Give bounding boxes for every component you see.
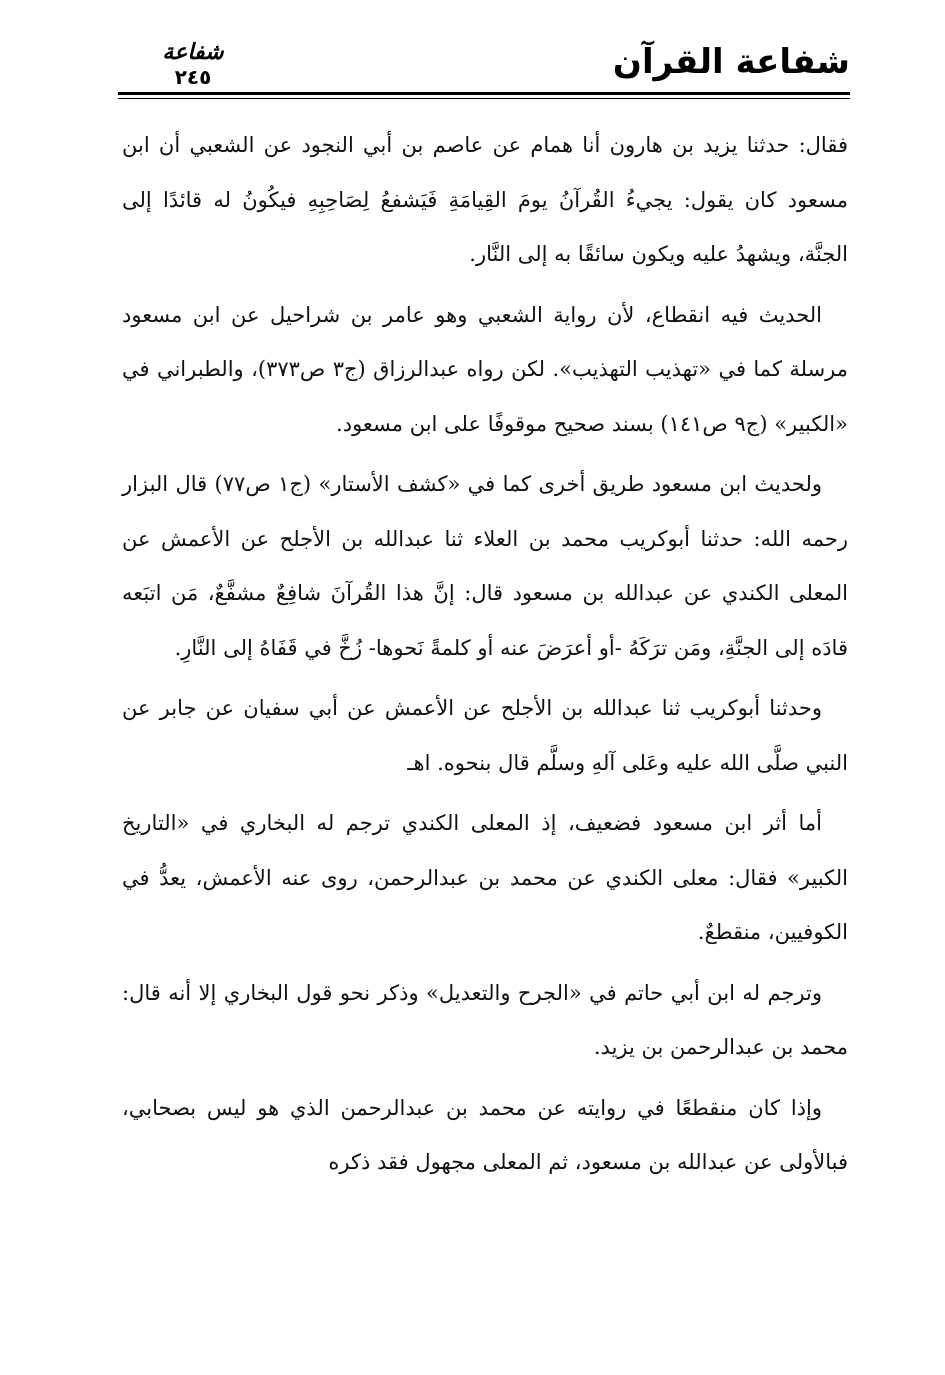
series-logo: شفاعة bbox=[162, 40, 224, 65]
paragraph: وترجم له ابن أبي حاتم في «الجرح والتعديل» وذكر نحو قول البخاري إلا أنه قال: محمد بن عبدالرحمن بن يزيد. bbox=[122, 980, 848, 1059]
page-header bbox=[118, 30, 850, 100]
paragraph: وحدثنا أبوكريب ثنا عبدالله بن الأجلح عن الأعمش عن أبي سفيان عن جابر عن النبي صلَّى الله عليه وعَلى آلهِ وسلَّم قال بنحوه. اهـ bbox=[122, 696, 848, 775]
page-title: شفاعة القرآن bbox=[612, 42, 850, 82]
paragraph: الحديث فيه انقطاع، لأن رواية الشعبي وهو عامر بن شراحيل عن ابن مسعود مرسلة كما في «تهذيب التهذيب». لكن رواه عبدالرزاق (ج٣ ص٣٧٣)، والطبراني في «الكبير» (ج٩ ص١٤١) بسند صحيح موقوفًا على ابن مسعود. bbox=[122, 302, 848, 436]
header-left-block bbox=[118, 40, 268, 88]
header-rule-thin bbox=[118, 98, 850, 99]
paragraph: فقال: حدثنا يزيد بن هارون أنا همام عن عاصم بن أبي النجود عن الشعبي أن ابن مسعود كان يقول: يجيءُ القُرآنُ يومَ القِيامَةِ فَيَشفعُ لِصَاحِبِهِ فيكُونُ له قائدًا إلى الجنَّة، ويشهدُ عليه ويكون سائقًا به إلى النَّار. bbox=[122, 133, 848, 266]
paragraph: ولحديث ابن مسعود طريق أخرى كما في «كشف الأستار» (ج١ ص٧٧) قال البزار رحمه الله: حدثنا أبوكريب محمد بن العلاء ثنا عبدالله بن الأجلح عن الأعمش عن المعلى الكندي عن عبدالله بن مسعود قال: إنَّ هذا القُرآنَ شافِعٌ مشفَّعٌ، مَن اتبَعه قادَه إلى الجنَّةِ، ومَن ترَكَهُ -أو أعرَضَ عنه أو كلمةً نَحوها- زُخَّ في قَفَاهُ إلى النَّارِ. bbox=[122, 472, 848, 660]
page-body bbox=[122, 118, 848, 1196]
page-number: ٢٤٥ bbox=[174, 65, 212, 89]
paragraph: أما أثر ابن مسعود فضعيف، إذ المعلى الكندي ترجم له البخاري في «التاريخ الكبير» فقال: معلى الكندي عن محمد بن عبدالرحمن، روى عنه الأعمش، يعدُّ في الكوفيين، منقطعٌ. bbox=[122, 811, 848, 944]
header-rule bbox=[118, 92, 850, 95]
paragraph: وإذا كان منقطعًا في روايته عن محمد بن عبدالرحمن الذي هو ليس بصحابي، فبالأولى عن عبدالله بن مسعود، ثم المعلى مجهول فقد ذكره bbox=[122, 1095, 848, 1174]
